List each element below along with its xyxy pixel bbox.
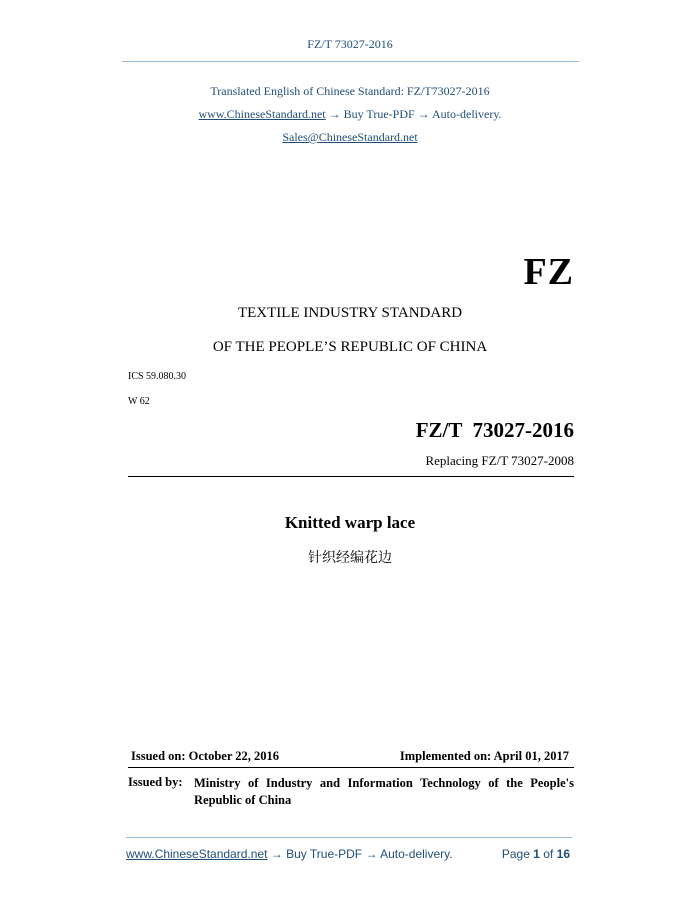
title-divider [128,476,574,477]
replacing-note: Replacing FZ/T 73027-2008 [425,453,574,468]
issue-divider [128,767,574,768]
ics-code: ICS 59.080.30 [128,371,187,382]
issued-on-date: Issued on: October 22, 2016 [131,749,280,763]
email-line [0,130,700,145]
page-label: Page [501,847,530,861]
footer-purchase-line [126,847,453,861]
translation-notice: Translated English of Chinese Standard: FZ/T73027-2016 [210,84,490,98]
footer-divider [126,837,572,838]
fz-logo: FZ [523,251,574,293]
header-doc-code: FZ/T 73027-2016 [307,37,393,51]
site-link[interactable]: www.ChineseStandard.net [198,107,326,121]
footer-site-link[interactable]: www.ChineseStandard.net [126,847,268,861]
title-chinese: 针织经编花边 [308,550,392,566]
purchase-text: → Buy True-PDF → Auto-delivery. [325,107,502,121]
header-divider [122,61,579,62]
issued-by-label: Issued by: [128,775,183,789]
title-english: Knitted warp lace [284,513,416,532]
standard-type-line2: OF THE PEOPLE’S REPUBLIC OF CHINA [212,339,488,355]
issued-by-authority: Ministry of Industry and Information Technology of the People's Republic of China [194,776,574,807]
of-label: of [543,847,554,861]
page-total: 16 [556,847,570,861]
page-indicator [502,847,570,861]
email-link[interactable]: Sales@ChineseStandard.net [282,130,418,144]
footer-purchase-text: → Buy True-PDF → Auto-delivery. [267,847,453,861]
purchase-line [0,107,700,122]
standard-number: FZ/T 73027-2016 [415,418,574,442]
implemented-on-date: Implemented on: April 01, 2017 [399,749,569,763]
standard-type-line1: TEXTILE INDUSTRY STANDARD [237,305,463,321]
page-number: 1 [533,847,540,861]
ccs-code: W 62 [128,396,150,407]
